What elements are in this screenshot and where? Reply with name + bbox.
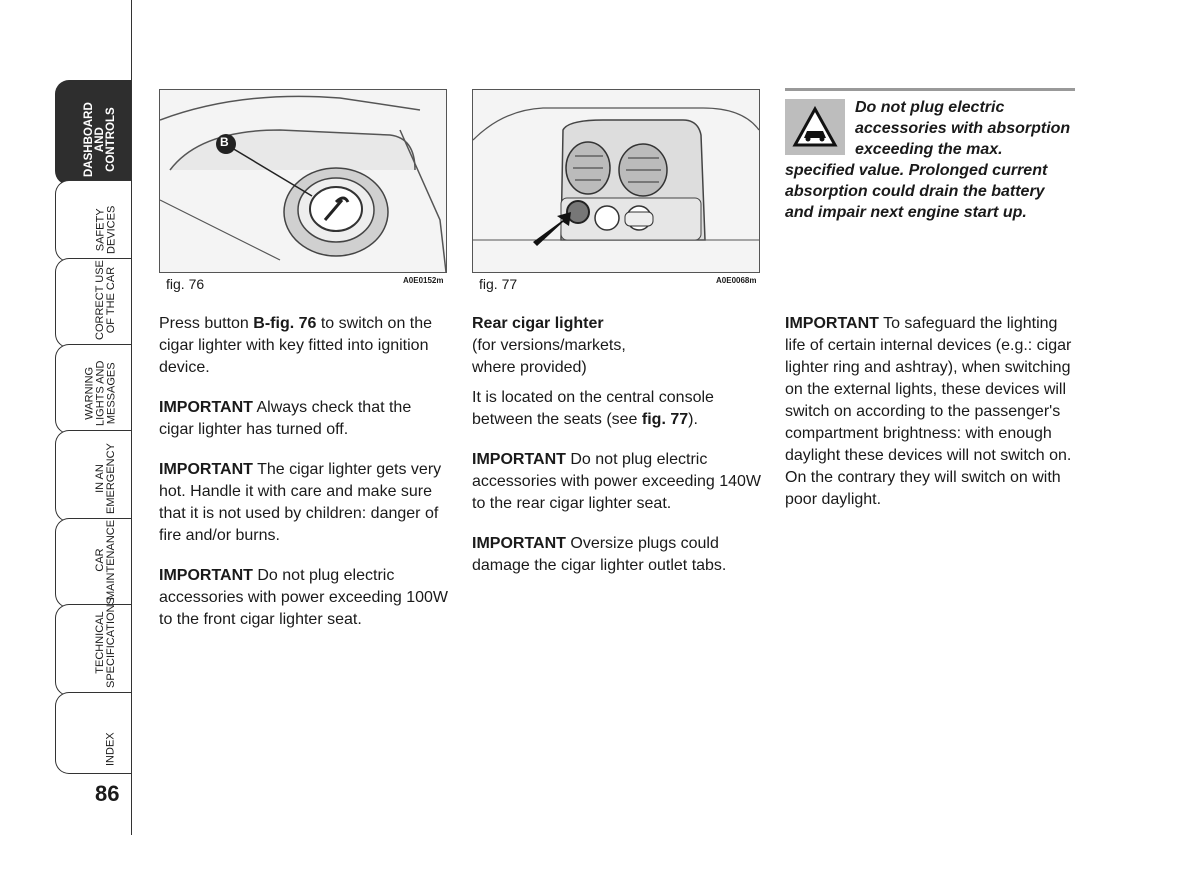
figure-code: A0E0152m <box>403 276 444 285</box>
figure-code: A0E0068m <box>716 276 757 285</box>
figure-76-cigar-lighter <box>159 89 447 273</box>
tab-safety-devices[interactable] <box>55 180 133 262</box>
column-3-text <box>785 313 1075 529</box>
section-heading: Rear cigar lighter <box>472 315 604 332</box>
paragraph: IMPORTANT Always check that the cigar lighter has turned off. <box>159 399 412 438</box>
tab-label: SAFETY DEVICES <box>94 205 117 254</box>
tab-label: WARNING LIGHTS AND MESSAGES <box>83 360 117 426</box>
chapter-sidebar <box>55 0 135 886</box>
warning-triangle-icon <box>785 99 845 155</box>
section-subheading: (for versions/markets, <box>472 337 626 354</box>
figure-caption: fig. 77 <box>479 276 518 292</box>
tab-technical-specifications[interactable] <box>55 597 133 696</box>
tab-warning-lights[interactable] <box>55 344 133 434</box>
warning-box <box>785 88 1075 223</box>
paragraph: IMPORTANT Oversize plugs could damage the cigar lighter outlet tabs. <box>472 535 727 574</box>
paragraph: IMPORTANT Do not plug electric accessories with power exceeding 140W to the rear cigar lighter seat. <box>472 451 762 512</box>
paragraph: IMPORTANT Do not plug electric accessories with power exceeding 100W to the front cigar lighter seat. <box>159 567 449 628</box>
tab-car-maintenance[interactable] <box>55 518 133 608</box>
rear-console-illustration <box>473 90 759 272</box>
paragraph: Press button B-fig. 76 to switch on the cigar lighter with key fitted into ignition device. <box>159 315 433 376</box>
tab-label: DASHBOARD AND CONTROLS <box>83 102 117 177</box>
figure-caption: fig. 76 <box>166 276 205 292</box>
paragraph: It is located on the central console between the seats (see fig. 77). <box>472 389 714 428</box>
tab-index[interactable] <box>55 692 133 774</box>
paragraph: IMPORTANT The cigar lighter gets very hot. Handle it with care and make sure that it is not used by children: danger of fire and/or burns. <box>159 461 442 544</box>
figure-77-rear-console <box>472 89 760 273</box>
warning-text: Do not plug electric accessories with absorption exceeding the max. specified value. Prolonged current absorption could drain the battery and impair next engine start up. <box>785 99 1071 221</box>
tab-in-an-emergency[interactable] <box>55 430 133 522</box>
sidebar-divider <box>131 0 132 835</box>
paragraph: IMPORTANT To safeguard the lighting life of certain internal devices (e.g.: cigar lighter ring and ashtray), when switching on the external lights, these devices will switch on according to the passenger's compartment brightness: with enough daylight these devices will not switch on. On the contrary they will switch on with poor daylight. <box>785 315 1072 508</box>
tab-label: INDEX <box>105 732 117 766</box>
tab-label: TECHNICAL SPECIFICATIONS <box>94 597 117 688</box>
column-2-text <box>472 313 762 595</box>
cigar-lighter-illustration <box>160 90 446 272</box>
tab-correct-use[interactable] <box>55 258 133 348</box>
tab-label: CORRECT USE OF THE CAR <box>94 260 117 340</box>
column-1-text <box>159 313 449 649</box>
callout-b: B <box>220 135 229 149</box>
tab-dashboard-and-controls[interactable] <box>55 80 133 185</box>
tab-label: CAR MAINTENANCE <box>94 519 117 600</box>
page-number: 86 <box>95 781 120 806</box>
section-subheading: where provided) <box>472 359 587 376</box>
tab-label: IN AN EMERGENCY <box>94 443 117 514</box>
